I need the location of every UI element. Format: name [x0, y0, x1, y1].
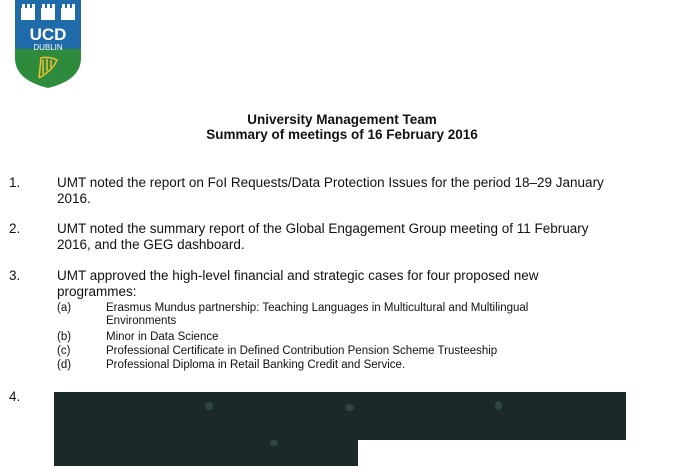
- subitem-label-b: (b): [57, 331, 72, 343]
- item-number-4: 4.: [9, 389, 21, 404]
- subitem-text-b: Minor in Data Science: [106, 331, 219, 343]
- subitem-text-c: Professional Certificate in Defined Contribution Pension Scheme Trusteeship: [106, 345, 498, 357]
- subitem-a-line1: Erasmus Mundus partnership: Teaching Languages in Multicultural and Multilingual: [106, 302, 529, 314]
- item-text-1: [57, 175, 631, 207]
- ucd-logo: [13, 0, 83, 88]
- redaction-block-lower: [54, 438, 358, 466]
- document-subtitle: Summary of meetings of 16 February 2016: [206, 127, 478, 142]
- subitem-text-d: Professional Diploma in Retail Banking Credit and Service.: [106, 359, 406, 371]
- item-number-2: 2.: [9, 221, 21, 236]
- item-text-3: [57, 268, 631, 300]
- subitem-text-a: [106, 302, 586, 328]
- item-number-3: 3.: [9, 268, 21, 283]
- scan-noise: [345, 404, 354, 411]
- item-3-line2: programmes:: [57, 284, 137, 299]
- item-number-1: 1.: [9, 175, 21, 190]
- subitem-label-a: (a): [57, 302, 72, 314]
- document-title: University Management Team: [247, 112, 437, 127]
- scan-noise: [205, 402, 213, 410]
- item-2-line2: 2016, and the GEG dashboard.: [57, 237, 245, 252]
- item-1-line1: UMT noted the report on FoI Requests/Data Protection Issues for the period 18–29 January: [57, 175, 604, 190]
- logo-text-ucd: UCD: [29, 25, 67, 44]
- item-3-line1: UMT approved the high-level financial and strategic cases for four proposed new: [57, 268, 539, 283]
- scan-noise: [270, 440, 278, 446]
- subitem-label-c: (c): [57, 345, 71, 357]
- logo-text-dublin: DUBLIN: [33, 43, 63, 52]
- item-1-line2: 2016.: [57, 191, 91, 206]
- item-text-2: [57, 221, 631, 253]
- redaction-block: [54, 392, 626, 440]
- subitem-label-d: (d): [57, 359, 72, 371]
- scan-noise: [495, 401, 502, 410]
- subitem-a-line2: Environments: [106, 315, 177, 327]
- item-2-line1: UMT noted the summary report of the Global Engagement Group meeting of 11 February: [57, 221, 589, 236]
